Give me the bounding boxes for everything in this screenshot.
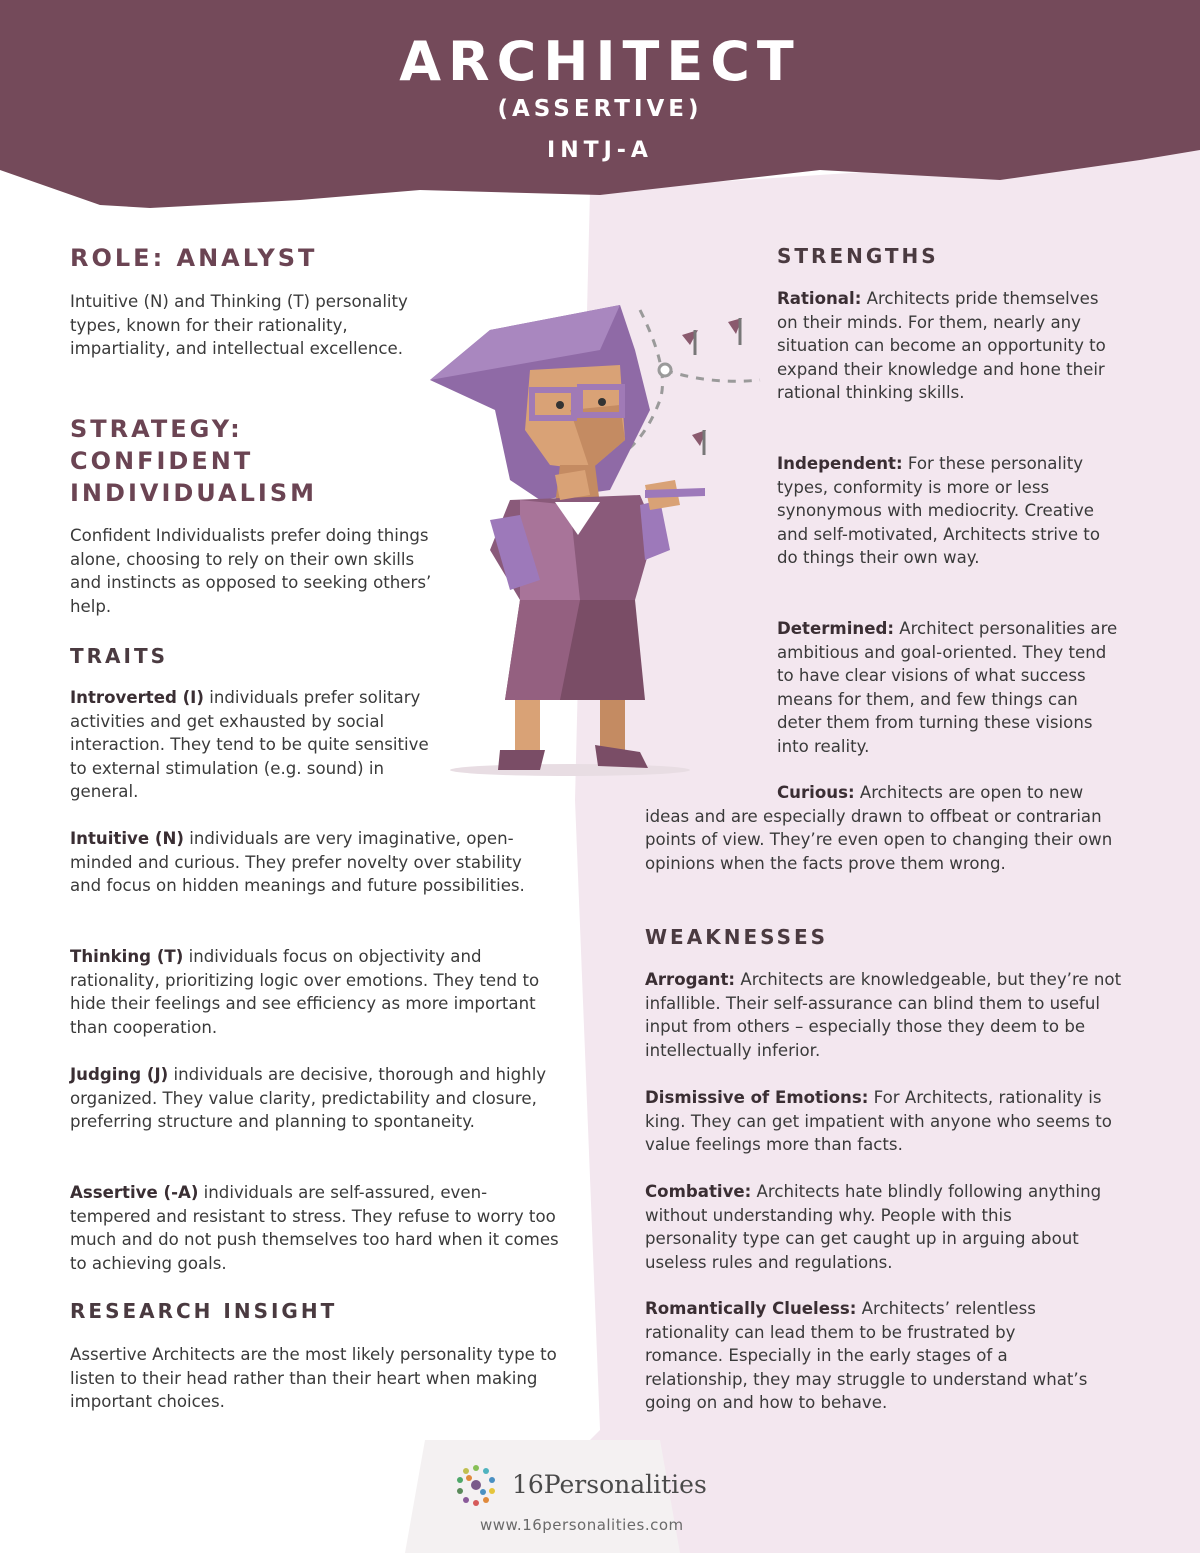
type-code: INTJ-A — [547, 138, 653, 163]
strategy-text: Confident Individualists prefer doing things alone, choosing to rely on their own skills and instincts as opposed to seeking others’ help. — [70, 526, 432, 616]
strength-curious: Curious: Architects are open to new ideas and are especially drawn to offbeat or contrarian points of view. They’re even open to changing their own opinions when the facts prove them wrong. — [645, 783, 1113, 873]
trait-assertive: Assertive (-A) individuals are self-assured, even-tempered and resistant to stress. They refuse to worry too much and do not push themselves too hard when it comes to achieving goals. — [70, 1183, 559, 1273]
trait-intuitive: Intuitive (N) individuals are very imaginative, open-minded and curious. They prefer novelty over stability and focus on hidden meanings and future possibilities. — [70, 829, 525, 895]
trait-judging: Judging (J) individuals are decisive, thorough and highly organized. They value clarity, predictability and closure, preferring structure and planning to spontaneity. — [70, 1065, 547, 1131]
page-title: ARCHITECT — [399, 30, 801, 93]
weakness-arrogant: Arrogant: Architects are knowledgeable, but they’re not infallible. Their self-assurance can blind them to useful input from others – especially those they deem to be intellectually inferior. — [645, 970, 1122, 1060]
strategy-heading-line1: STRATEGY: — [70, 415, 243, 443]
strengths-heading: STRENGTHS — [777, 244, 939, 268]
architect-character-illustration — [420, 290, 770, 790]
strategy-heading-line2: CONFIDENT — [70, 447, 254, 475]
role-text: Intuitive (N) and Thinking (T) personality types, known for their rationality, impartiality, and intellectual excellence. — [70, 292, 408, 358]
page-subtitle: (ASSERTIVE) — [497, 96, 703, 122]
brand-name: 16Personalities — [512, 1470, 707, 1499]
research-text: Assertive Architects are the most likely personality type to listen to their head rather than their heart when making important choices. — [70, 1345, 557, 1411]
strategy-heading-line3: INDIVIDUALISM — [70, 479, 318, 507]
trait-thinking: Thinking (T) individuals focus on objectivity and rationality, prioritizing logic over emotions. They tend to hide their feelings and see efficiency as more important than cooperation. — [70, 947, 540, 1037]
weakness-dismissive: Dismissive of Emotions: For Architects, rationality is king. They can get impatient with anyone who seems to value feelings more than facts. — [645, 1088, 1112, 1154]
strength-determined: Determined: Architect personalities are ambitious and goal-oriented. They tend to have clear visions of what success means for them, and few things can deter them from turning these visions into reality. — [777, 619, 1118, 756]
role-heading: ROLE: ANALYST — [70, 244, 318, 272]
strength-independent: Independent: For these personality types, conformity is more or less synonymous with mediocrity. Creative and self-motivated, Architects strive to do things their own way. — [777, 454, 1100, 567]
brand-url[interactable]: www.16personalities.com — [480, 1516, 684, 1534]
trait-introverted: Introverted (I) individuals prefer solitary activities and get exhausted by social interaction. They tend to be quite sensitive to external stimulation (e.g. sound) in general. — [70, 688, 429, 801]
weakness-combative: Combative: Architects hate blindly following anything without understanding why. People with this personality type can get caught up in arguing about useless rules and regulations. — [645, 1182, 1102, 1272]
traits-heading: TRAITS — [70, 644, 169, 668]
weaknesses-heading: WEAKNESSES — [645, 925, 829, 949]
research-heading: RESEARCH INSIGHT — [70, 1299, 338, 1323]
strength-rational: Rational: Architects pride themselves on their minds. For them, nearly any situation can become an opportunity to expand their knowledge and hone their rational thinking skills. — [777, 289, 1106, 402]
weakness-romantically-clueless: Romantically Clueless: Architects’ relentless rationality can lead them to be frustrated by romance. Especially in the early stages of a relationship, they may struggle to understand what’s going on and how to behave. — [645, 1299, 1088, 1412]
